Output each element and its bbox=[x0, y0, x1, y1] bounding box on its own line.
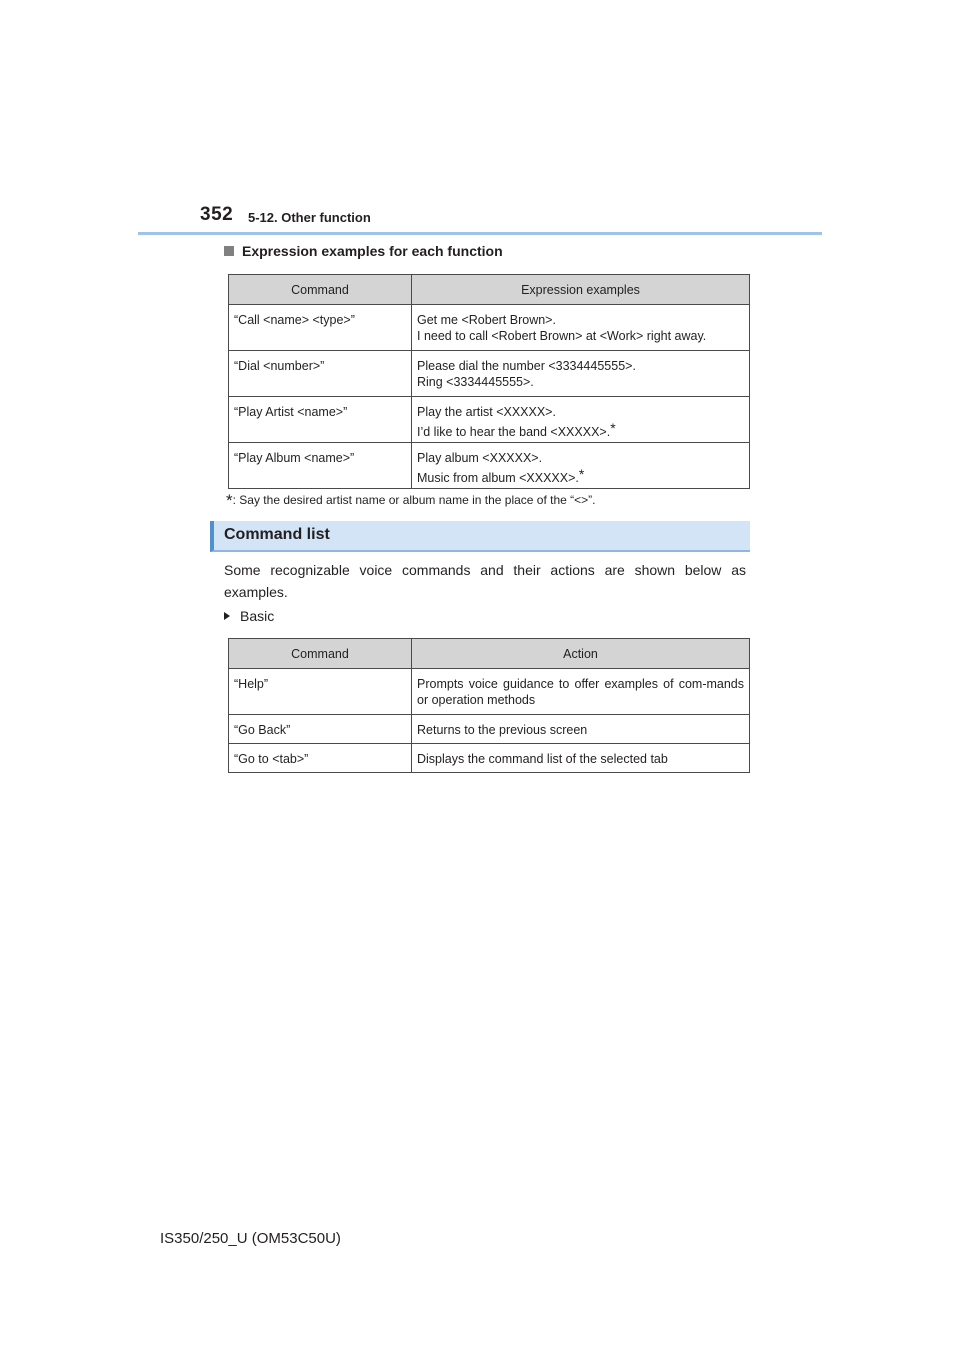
action-cell: Displays the command list of the selected tab bbox=[412, 744, 750, 773]
command-list-title: Command list bbox=[224, 526, 330, 543]
page-header bbox=[200, 200, 822, 236]
header-rule bbox=[138, 232, 822, 235]
expression-line: Get me <Robert Brown>. bbox=[417, 313, 556, 327]
footnote-mark: * bbox=[578, 466, 585, 482]
command-cell: “Help” bbox=[229, 669, 412, 715]
column-header: Expression examples bbox=[412, 275, 750, 305]
table-row bbox=[229, 305, 750, 351]
page-number: 352 bbox=[200, 204, 234, 225]
table-row bbox=[229, 715, 750, 744]
command-cell: “Play Artist <name>” bbox=[229, 397, 412, 443]
subheading-text: Expression examples for each function bbox=[242, 243, 503, 259]
action-cell: Prompts voice guidance to offer examples of com-mands or operation methods bbox=[412, 669, 750, 715]
table-header-row bbox=[229, 639, 750, 669]
bullet-label: Basic bbox=[240, 608, 275, 624]
command-list-heading bbox=[210, 521, 750, 552]
expression-line: Play album <XXXXX>. bbox=[417, 451, 543, 465]
expression-cell bbox=[412, 443, 750, 489]
table-row bbox=[229, 351, 750, 397]
footnote-mark: * bbox=[226, 491, 233, 510]
expression-cell bbox=[412, 351, 750, 397]
command-cell: “Dial <number>” bbox=[229, 351, 412, 397]
table-row bbox=[229, 669, 750, 715]
expression-line: Music from album <XXXXX>. bbox=[417, 471, 579, 485]
table-row bbox=[229, 397, 750, 443]
subheading bbox=[224, 243, 503, 259]
basic-commands-table bbox=[228, 638, 750, 773]
expression-line: Ring <3334445555>. bbox=[417, 375, 534, 389]
basic-bullet bbox=[224, 608, 274, 624]
square-bullet-icon bbox=[224, 246, 234, 256]
table-row bbox=[229, 744, 750, 773]
action-cell: Returns to the previous screen bbox=[412, 715, 750, 744]
column-header: Action bbox=[412, 639, 750, 669]
expression-cell bbox=[412, 305, 750, 351]
column-header: Command bbox=[229, 275, 412, 305]
command-cell: “Play Album <name>” bbox=[229, 443, 412, 489]
footnote bbox=[226, 491, 595, 511]
expression-line: Please dial the number <3334445555>. bbox=[417, 359, 636, 373]
footer-model-code: IS350/250_U (OM53C50U) bbox=[160, 1230, 341, 1247]
command-cell: “Go to <tab>” bbox=[229, 744, 412, 773]
command-cell: “Call <name> <type>” bbox=[229, 305, 412, 351]
triangle-bullet-icon bbox=[224, 612, 230, 620]
expression-line: I need to call <Robert Brown> at <Work> right away. bbox=[417, 329, 707, 343]
intro-paragraph: Some recognizable voice commands and their actions are shown below as examples. bbox=[224, 562, 746, 600]
expression-examples-table bbox=[228, 274, 750, 489]
column-header: Command bbox=[229, 639, 412, 669]
footnote-text: : Say the desired artist name or album name in the place of the “<>”. bbox=[232, 493, 596, 507]
table-header-row bbox=[229, 275, 750, 305]
command-cell: “Go Back” bbox=[229, 715, 412, 744]
table-row bbox=[229, 443, 750, 489]
section-title: 5-12. Other function bbox=[248, 210, 371, 225]
expression-line: I’d like to hear the band <XXXXX>. bbox=[417, 425, 611, 439]
expression-line: Play the artist <XXXXX>. bbox=[417, 405, 556, 419]
expression-cell bbox=[412, 397, 750, 443]
footnote-mark: * bbox=[610, 420, 616, 436]
